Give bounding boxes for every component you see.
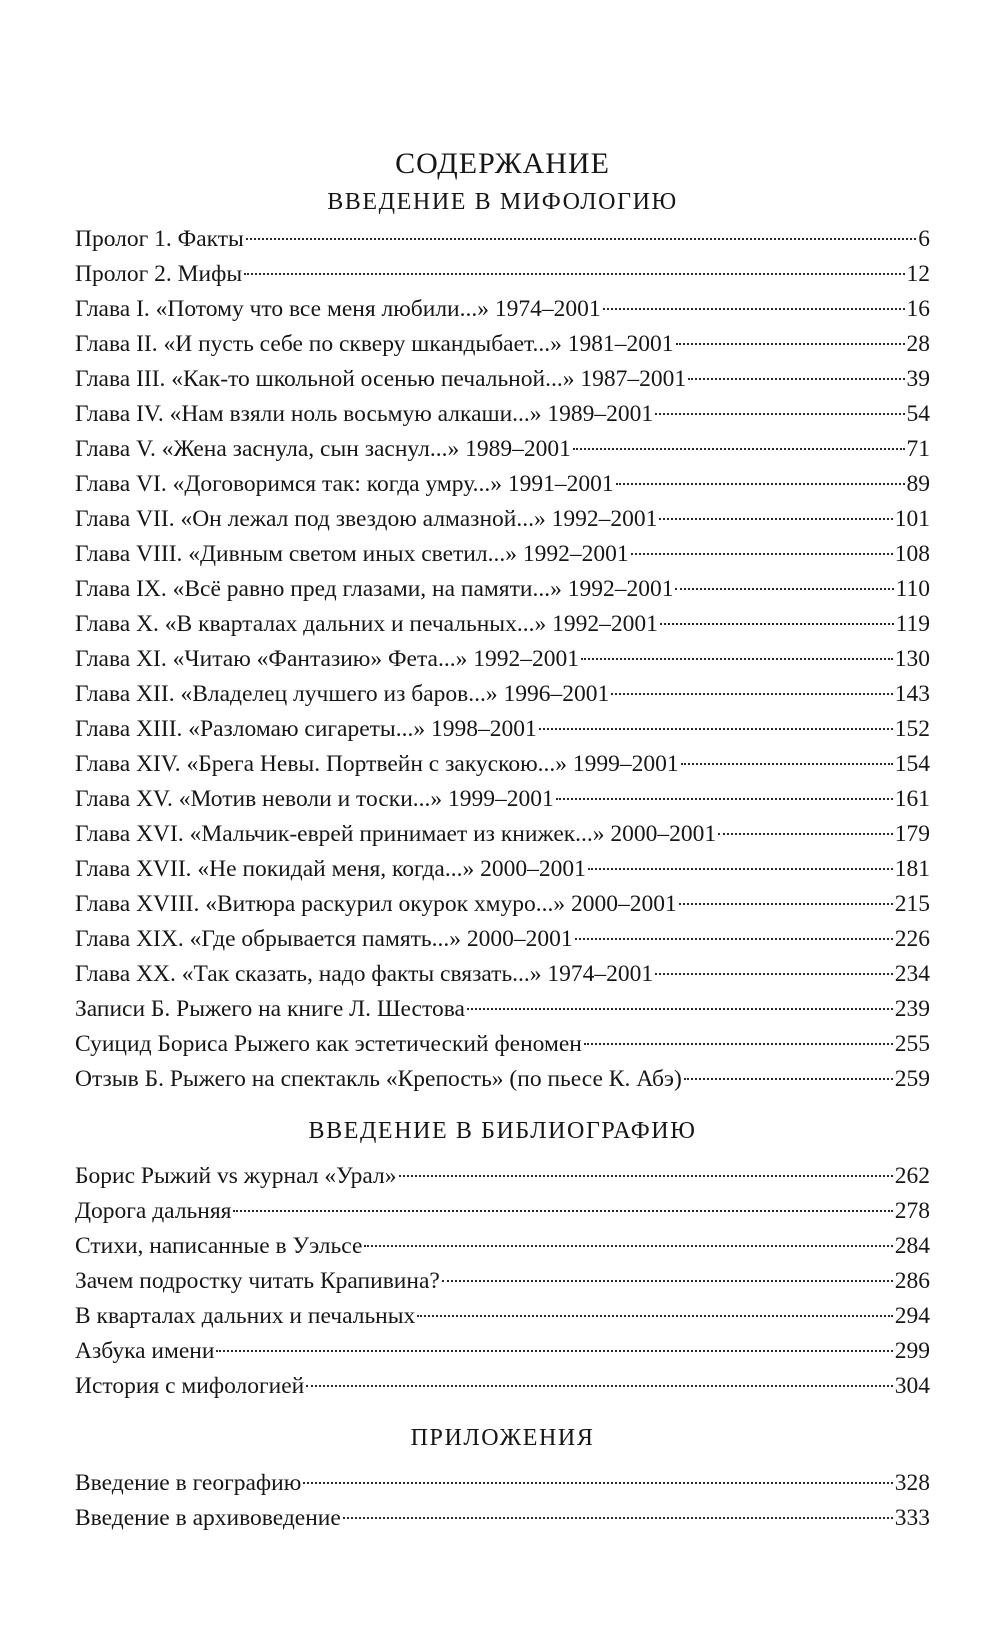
- dot-leader: [233, 1210, 892, 1212]
- dot-leader: [216, 1350, 892, 1352]
- page-number: 328: [894, 1470, 930, 1496]
- toc-list: [75, 1466, 930, 1536]
- page-number: 110: [895, 576, 930, 602]
- dot-leader: [631, 553, 893, 555]
- toc-entry[interactable]: [75, 1159, 930, 1194]
- toc-entry[interactable]: [75, 922, 930, 957]
- entry-title: Глава VII. «Он лежал под звездою алмазной...» 1992–2001: [75, 506, 658, 532]
- toc-entry[interactable]: [75, 432, 930, 467]
- dot-leader: [399, 1175, 893, 1177]
- dot-leader: [679, 903, 893, 905]
- entry-title: Глава XIII. «Разломаю сигареты...» 1998–2001: [75, 716, 537, 742]
- entry-title: Глава XII. «Владелец лучшего из баров...» 1996–2001: [75, 681, 610, 707]
- section-heading: ВВЕДЕНИЕ В БИБЛИОГРАФИЮ: [308, 1118, 697, 1144]
- dot-leader: [573, 448, 905, 450]
- toc-entry[interactable]: [75, 537, 930, 572]
- dot-leader: [684, 1078, 893, 1080]
- toc-section: [75, 1422, 930, 1536]
- entry-title: Суицид Бориса Рыжего как эстетический феномен: [75, 1031, 582, 1057]
- dot-leader: [581, 658, 893, 660]
- dot-leader: [688, 378, 904, 380]
- page-number: 54: [906, 401, 930, 427]
- table-of-contents: [75, 146, 930, 1536]
- entry-title: Глава XV. «Мотив неволи и тоски...» 1999–2001: [75, 786, 554, 812]
- toc-entry[interactable]: [75, 1466, 930, 1501]
- dot-leader: [306, 1385, 893, 1387]
- dot-leader: [616, 483, 905, 485]
- entry-title: Глава XVIII. «Витюра раскурил окурок хмуро...» 2000–2001: [75, 891, 677, 917]
- toc-section: [75, 1115, 930, 1404]
- toc-entry[interactable]: [75, 1264, 930, 1299]
- dot-leader: [675, 588, 893, 590]
- toc-entry[interactable]: [75, 1062, 930, 1097]
- entry-title: Глава IV. «Нам взяли ноль восьмую алкаши...» 1989–2001: [75, 401, 654, 427]
- toc-entry[interactable]: [75, 1027, 930, 1062]
- page-number: 255: [894, 1031, 930, 1057]
- entry-title: Дорога дальняя: [75, 1198, 232, 1224]
- page-number: 71: [906, 436, 930, 462]
- toc-entry[interactable]: [75, 1369, 930, 1404]
- page-number: 39: [906, 366, 930, 392]
- toc-entry[interactable]: [75, 712, 930, 747]
- toc-list: [75, 222, 930, 1097]
- section-heading: ВВЕДЕНИЕ В МИФОЛОГИЮ: [327, 189, 678, 215]
- dot-leader: [467, 1008, 893, 1010]
- toc-list: [75, 1159, 930, 1404]
- toc-entry[interactable]: [75, 607, 930, 642]
- entry-title: Борис Рыжий vs журнал «Урал»: [75, 1163, 397, 1189]
- toc-entry[interactable]: [75, 1334, 930, 1369]
- dot-leader: [246, 238, 916, 240]
- page-number: 101: [894, 506, 930, 532]
- dot-leader: [364, 1245, 892, 1247]
- page-number: 119: [895, 611, 930, 637]
- entry-title: Глава III. «Как-то школьной осенью печальной...» 1987–2001: [75, 366, 687, 392]
- page-number: 6: [918, 226, 930, 252]
- dot-leader: [603, 308, 905, 310]
- toc-entry[interactable]: [75, 957, 930, 992]
- toc-entry[interactable]: [75, 1501, 930, 1536]
- page-number: 278: [894, 1198, 930, 1224]
- dot-leader: [343, 1517, 893, 1519]
- entry-title: Глава IX. «Всё равно пред глазами, на памяти...» 1992–2001: [75, 576, 674, 602]
- toc-entry[interactable]: [75, 677, 930, 712]
- entry-title: Глава XX. «Так сказать, надо факты связать...» 1974–2001: [75, 961, 654, 987]
- entry-title: Глава VIII. «Дивным светом иных светил...» 1992–2001: [75, 541, 629, 567]
- page-title: СОДЕРЖАНИЕ: [395, 147, 610, 180]
- dot-leader: [718, 833, 893, 835]
- entry-title: Глава II. «И пусть себе по скверу шкандыбает...» 1981–2001: [75, 331, 674, 357]
- entry-title: Глава XI. «Читаю «Фантазию» Фета...» 1992–2001: [75, 646, 579, 672]
- entry-title: Глава XIX. «Где обрывается память...» 2000–2001: [75, 926, 573, 952]
- entry-title: В кварталах дальних и печальных: [75, 1303, 416, 1329]
- entry-title: Глава XVII. «Не покидай меня, когда...» 2000–2001: [75, 856, 586, 882]
- toc-entry[interactable]: [75, 292, 930, 327]
- page-number: 239: [894, 996, 930, 1022]
- toc-sections: [75, 186, 930, 1536]
- entry-title: Глава X. «В кварталах дальних и печальных...» 1992–2001: [75, 611, 658, 637]
- entry-title: Глава I. «Потому что все меня любили...» 1974–2001: [75, 296, 601, 322]
- dot-leader: [584, 1043, 893, 1045]
- entry-title: Глава XVI. «Мальчик-еврей принимает из книжек...» 2000–2001: [75, 821, 717, 847]
- page-number: 89: [906, 471, 930, 497]
- entry-title: Глава XIV. «Брега Невы. Портвейн с закускою...» 1999–2001: [75, 751, 679, 777]
- page-number: 294: [894, 1303, 930, 1329]
- page-number: 262: [894, 1163, 930, 1189]
- dot-leader: [303, 1482, 892, 1484]
- page-number: 154: [894, 751, 930, 777]
- page-number: 286: [894, 1268, 930, 1294]
- toc-entry[interactable]: [75, 747, 930, 782]
- toc-entry[interactable]: [75, 257, 930, 292]
- entry-title: Глава V. «Жена заснула, сын заснул...» 1989–2001: [75, 436, 571, 462]
- page-number: 215: [894, 891, 930, 917]
- page-number: 226: [894, 926, 930, 952]
- entry-title: Введение в архивоведение: [75, 1505, 341, 1531]
- toc-section: [75, 186, 930, 1097]
- toc-entry[interactable]: [75, 852, 930, 887]
- dot-leader: [575, 938, 893, 940]
- dot-leader: [659, 518, 892, 520]
- toc-entry[interactable]: [75, 782, 930, 817]
- page-number: 161: [894, 786, 930, 812]
- entry-title: Азбука имени: [75, 1338, 215, 1364]
- page-number: 143: [894, 681, 930, 707]
- toc-entry[interactable]: [75, 327, 930, 362]
- toc-entry[interactable]: [75, 887, 930, 922]
- dot-leader: [655, 973, 893, 975]
- toc-entry[interactable]: [75, 992, 930, 1027]
- dot-leader: [442, 1280, 893, 1282]
- entry-title: Пролог 1. Факты: [75, 226, 244, 252]
- dot-leader: [660, 623, 894, 625]
- page-number: 234: [894, 961, 930, 987]
- entry-title: История с мифологией: [75, 1373, 305, 1399]
- entry-title: Записи Б. Рыжего на книге Л. Шестова: [75, 996, 465, 1022]
- toc-entry[interactable]: [75, 222, 930, 257]
- page-number: 130: [894, 646, 930, 672]
- page-number: 181: [894, 856, 930, 882]
- dot-leader: [681, 763, 893, 765]
- entry-title: Зачем подростку читать Крапивина?: [75, 1268, 440, 1294]
- entry-title: Отзыв Б. Рыжего на спектакль «Крепость» (по пьесе К. Абэ): [75, 1066, 682, 1092]
- page-number: 152: [894, 716, 930, 742]
- page-number: 259: [894, 1066, 930, 1092]
- section-heading: ПРИЛОЖЕНИЯ: [410, 1425, 595, 1451]
- dot-leader: [655, 413, 904, 415]
- dot-leader: [417, 1315, 892, 1317]
- toc-entry[interactable]: [75, 817, 930, 852]
- page-number: 333: [894, 1505, 930, 1531]
- page-number: 108: [894, 541, 930, 567]
- toc-entry[interactable]: [75, 362, 930, 397]
- toc-entry[interactable]: [75, 502, 930, 537]
- dot-leader: [611, 693, 893, 695]
- toc-entry[interactable]: [75, 1194, 930, 1229]
- page-number: 12: [906, 261, 930, 287]
- entry-title: Стихи, написанные в Уэльсе: [75, 1233, 363, 1259]
- toc-entry[interactable]: [75, 642, 930, 677]
- toc-entry[interactable]: [75, 397, 930, 432]
- page-number: 16: [906, 296, 930, 322]
- dot-leader: [556, 798, 893, 800]
- toc-entry[interactable]: [75, 1229, 930, 1264]
- entry-title: Введение в географию: [75, 1470, 302, 1496]
- page-number: 284: [894, 1233, 930, 1259]
- entry-title: Глава VI. «Договоримся так: когда умру...» 1991–2001: [75, 471, 614, 497]
- dot-leader: [676, 343, 905, 345]
- page-number: 179: [894, 821, 930, 847]
- page-number: 304: [894, 1373, 930, 1399]
- dot-leader: [588, 868, 893, 870]
- entry-title: Пролог 2. Мифы: [75, 261, 243, 287]
- page-number: 28: [906, 331, 930, 357]
- dot-leader: [539, 728, 893, 730]
- toc-entry[interactable]: [75, 572, 930, 607]
- toc-entry[interactable]: [75, 467, 930, 502]
- dot-leader: [244, 273, 904, 275]
- toc-entry[interactable]: [75, 1299, 930, 1334]
- page-number: 299: [894, 1338, 930, 1364]
